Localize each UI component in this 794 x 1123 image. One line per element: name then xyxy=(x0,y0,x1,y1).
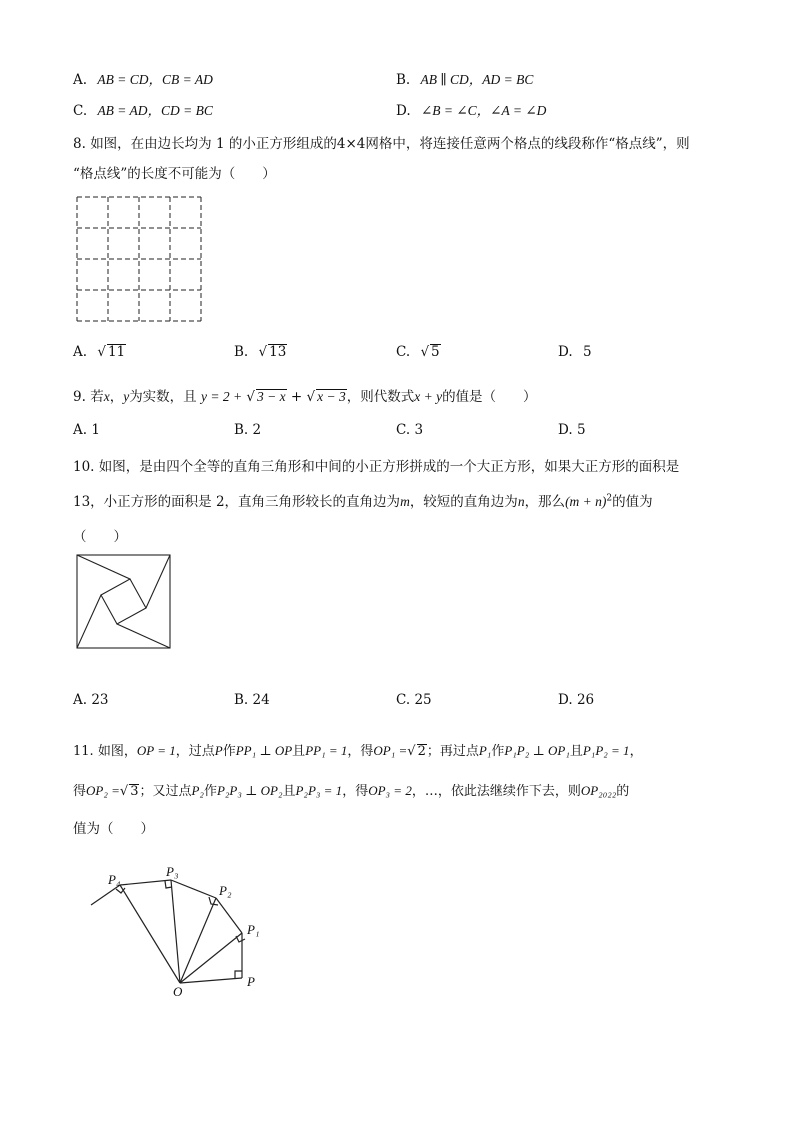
q8-option-a[interactable]: A. √ 11 xyxy=(73,344,126,360)
radicand: 13 xyxy=(269,344,287,360)
q11-line1: 11. 如图，OP = 1，过点P作PP₁ ⊥ OP且PP₁ = 1，得OP₁ =√ 2；再过点P₁作P₁P₂ ⊥ OP₁且P₁P₂ = 1， xyxy=(73,743,643,759)
text: 的 xyxy=(616,784,630,799)
q8-line1 xyxy=(73,132,690,152)
q10-pinwheel-figure xyxy=(77,555,171,649)
option-label: A. xyxy=(73,72,88,88)
question-number: 9. xyxy=(73,389,86,405)
option-label: D. xyxy=(396,103,411,119)
math: OP = 1 xyxy=(136,743,176,758)
text: ，得 xyxy=(347,744,374,759)
option-label: B. xyxy=(234,422,249,438)
var-m: m xyxy=(400,494,410,509)
q10-line1 xyxy=(73,455,679,475)
option-text: AB = CD，CB = AD xyxy=(97,72,213,87)
var-n: n xyxy=(517,494,525,509)
math: P xyxy=(214,743,223,758)
text: ，…，依此法继续作下去，则 xyxy=(411,784,581,799)
text: ；又过点 xyxy=(139,784,192,799)
text: 作 xyxy=(222,744,236,759)
option-text: 24 xyxy=(252,692,270,708)
option-text: 26 xyxy=(576,692,595,708)
text: 若 xyxy=(90,389,104,405)
question-number: 10. xyxy=(73,459,95,475)
text: 得 xyxy=(73,784,87,799)
radicand: 11 xyxy=(107,344,126,360)
q11-line3: 值为（ ） xyxy=(73,821,154,837)
q8-line2: “格点线”的长度不可能为（ ） xyxy=(73,166,276,182)
q7-option-c[interactable] xyxy=(73,99,213,119)
q8-grid-figure xyxy=(77,197,203,323)
text: 且 xyxy=(292,744,306,759)
option-text: 23 xyxy=(91,692,109,708)
question-number: 11. xyxy=(73,744,94,759)
text: 作 xyxy=(491,744,505,759)
math: P₂P₃ = 1 xyxy=(295,783,343,798)
math: P₁ xyxy=(478,743,492,758)
math: P₂P₃ ⊥ OP₂ xyxy=(216,783,283,798)
text: ，那么 xyxy=(524,494,566,510)
plus-sign: + xyxy=(290,389,303,405)
exponent: 2 xyxy=(606,493,613,504)
q9-option-b[interactable] xyxy=(234,422,261,438)
option-label: A. xyxy=(73,422,88,438)
text: 如图， xyxy=(97,744,137,759)
label-P1: P₁ xyxy=(247,922,260,937)
q10-option-a[interactable] xyxy=(73,692,109,708)
radicand: 3 − x xyxy=(256,389,286,404)
math: P₁P₂ ⊥ OP₁ xyxy=(504,743,570,758)
option-label: B. xyxy=(234,344,249,360)
option-label: A. xyxy=(73,692,88,708)
option-text: 5 xyxy=(582,344,592,360)
q8-option-b[interactable]: B. √ 13 xyxy=(234,344,287,360)
text: 为实数，且 xyxy=(129,389,197,405)
option-label: A. xyxy=(73,344,88,360)
option-label: D. xyxy=(558,692,573,708)
text: ；再过点 xyxy=(426,744,479,759)
q10-option-d[interactable] xyxy=(558,692,594,708)
option-text: ∠B = ∠C，∠A = ∠D xyxy=(420,103,547,118)
q7-option-b[interactable] xyxy=(396,68,533,88)
q8-option-c[interactable]: C. √ 5 xyxy=(396,344,440,360)
q9-option-c[interactable] xyxy=(396,422,423,438)
q7-option-d[interactable] xyxy=(396,99,546,119)
text: ， xyxy=(629,744,643,759)
math: OP₁ = xyxy=(373,743,408,758)
var-x: x xyxy=(103,389,110,404)
text: ，过点 xyxy=(175,744,215,759)
q8-option-d[interactable] xyxy=(558,344,592,360)
text: ，则代数式 xyxy=(346,389,415,405)
math: P₁P₂ = 1 xyxy=(582,743,630,758)
q10-line3: （ ） xyxy=(73,529,127,545)
option-label: C. xyxy=(396,344,411,360)
option-label: C. xyxy=(73,103,88,119)
q11-spiral-figure xyxy=(88,860,278,1000)
option-text: 5 xyxy=(576,422,586,438)
text: 且 xyxy=(569,744,583,759)
option-text: 2 xyxy=(252,422,262,438)
q10-line2 xyxy=(73,490,653,510)
math: OP₂ = xyxy=(86,783,120,798)
label-P2: P₂ xyxy=(219,883,232,898)
math: OP₃ = 2 xyxy=(368,783,412,798)
question-number: 8. xyxy=(73,136,86,152)
text: 的值是（ ） xyxy=(442,389,537,405)
text: 的值为 xyxy=(612,494,653,510)
option-text: AB = AD，CD = BC xyxy=(97,103,213,118)
radicand: 2 xyxy=(417,744,426,759)
math: P₂ xyxy=(191,783,204,798)
expression: (m + n) xyxy=(565,494,607,509)
equation-lhs: y = 2 + xyxy=(200,389,243,404)
text: 且 xyxy=(282,784,296,799)
text: ，较短的直角边为 xyxy=(409,494,518,510)
q10-option-b[interactable] xyxy=(234,692,270,708)
label-P: P xyxy=(247,974,255,989)
math: OP₂₀₂₂ xyxy=(580,783,617,798)
label-O: O xyxy=(173,984,183,999)
math: PP₁ = 1 xyxy=(305,743,348,758)
text: ，得 xyxy=(342,784,369,799)
option-label: C. xyxy=(396,422,411,438)
q7-option-a[interactable] xyxy=(73,68,213,88)
option-text: 1 xyxy=(91,422,100,438)
q9-option-a[interactable] xyxy=(73,422,100,438)
text: 作 xyxy=(203,784,217,799)
var-y: y xyxy=(123,389,130,404)
option-label: B. xyxy=(234,692,249,708)
q9-line: 9. 若x，y为实数，且 y = 2 + √ 3 − x + √ x − 3，则代数式x + y的值是（ ） xyxy=(73,389,537,405)
q10-option-c[interactable] xyxy=(396,692,432,708)
question-text: 如图，是由四个全等的直角三角形和中间的小正方形拼成的一个大正方形，如果大正方形的面积是 xyxy=(98,459,680,475)
text: 13，小正方形的面积是 2，直角三角形较长的直角边为 xyxy=(73,494,401,510)
math: PP₁ ⊥ OP xyxy=(235,743,293,758)
label-P4: P₄ xyxy=(108,872,121,887)
q9-option-d[interactable] xyxy=(558,422,586,438)
radicand: 5 xyxy=(431,344,440,360)
option-label: B. xyxy=(396,72,411,88)
radicand: 3 xyxy=(130,784,139,799)
option-text: 25 xyxy=(414,692,432,708)
option-label: D. xyxy=(558,422,573,438)
text: ， xyxy=(109,389,124,405)
expression: x + y xyxy=(414,389,443,404)
label-P3: P₃ xyxy=(166,864,179,879)
option-text: AB ∥ CD，AD = BC xyxy=(420,72,534,87)
question-text: 如图，在由边长均为 1 的小正方形组成的4×4网格中，将连接任意两个格点的线段称作“格点线”，则 xyxy=(90,136,690,152)
radicand: x − 3 xyxy=(317,389,346,404)
option-label: C. xyxy=(396,692,411,708)
q11-line2: 得OP₂ =√ 3；又过点P₂作P₂P₃ ⊥ OP₂且P₂P₃ = 1，得OP₃ = 2，…，依此法继续作下去，则OP₂₀₂₂的 xyxy=(73,783,630,799)
option-text: 3 xyxy=(414,422,424,438)
option-label: D. xyxy=(558,344,573,360)
